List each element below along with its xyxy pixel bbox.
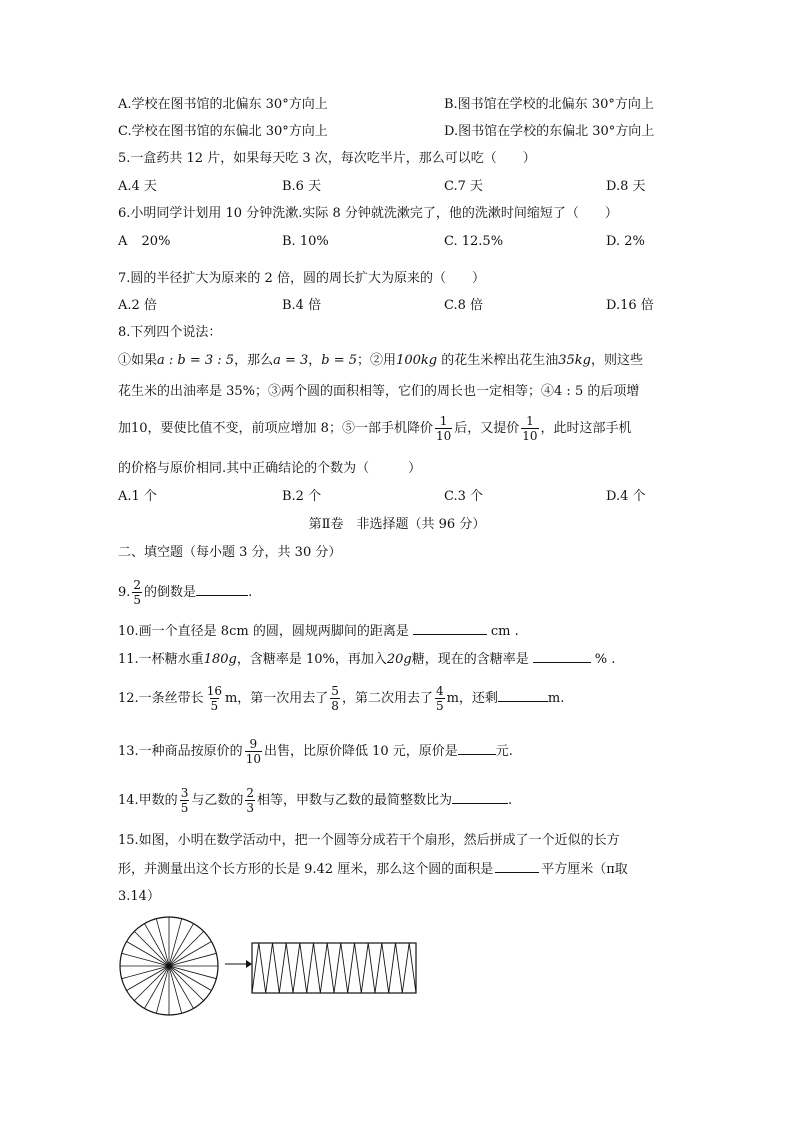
q13-fraction — [245, 737, 262, 766]
q8-line-2: 花生米的出油率是 35%；③两个圆的面积相等，它们的周长也一定相等；④4 : 5 的后项增 — [118, 384, 640, 399]
q10-answer-blank[interactable] — [413, 622, 487, 635]
q8-fraction-2 — [521, 414, 538, 443]
q12-text-a: 12.一条丝带长 — [118, 691, 204, 706]
q8-a-eq: a = 3 — [273, 353, 309, 368]
q12 — [118, 684, 564, 714]
q5-option-a: A.4 天 — [118, 179, 157, 194]
q12-text-c: ，第二次用去了 — [341, 691, 433, 706]
q7-stem: 7.圆的半径扩大为原来的 2 倍，圆的周长扩大为原来的（ ） — [118, 271, 485, 286]
q8-line-3 — [118, 414, 632, 444]
q12-f2-num: 5 — [331, 684, 339, 698]
q8-fraction-1 — [435, 414, 452, 443]
q11 — [118, 650, 615, 669]
q13-text-a: 13.一种商品按原价的 — [118, 744, 243, 759]
q9-frac-num: 2 — [133, 578, 142, 592]
q11-text-b: ，含糖率是 10%，再加入 — [236, 652, 387, 667]
q12-text-d: m，还剩 — [446, 691, 498, 706]
q13-unit: 元. — [495, 744, 513, 759]
q9-fraction — [132, 578, 142, 607]
q12-f3-num: 4 — [435, 684, 444, 698]
q5-option-c: C.7 天 — [444, 179, 484, 194]
part-2-title: 二、填空题（每小题 3 分，共 30 分） — [118, 545, 342, 560]
q8-line-1 — [118, 352, 643, 370]
q4-option-a: A.学校在图书馆的北偏东 30°方向上 — [118, 97, 328, 112]
q8-option-b: B.2 个 — [282, 489, 322, 504]
q12-fraction-1 — [206, 684, 223, 713]
q11-mass-1: 180g — [203, 652, 237, 667]
q10 — [118, 622, 519, 641]
q8-b-eq: b = 5 — [321, 353, 358, 368]
q8-stem: 8.下列四个说法： — [118, 325, 222, 340]
q14-fraction-1 — [180, 786, 190, 815]
q13-text-b: 出售，比原价降低 10 元，原价是 — [263, 744, 458, 759]
q13-frac-den: 10 — [245, 752, 261, 766]
q11-text-a: 11.一杯糖水重 — [118, 652, 204, 667]
q14-text-c: 相等，甲数与乙数的最简整数比为 — [256, 793, 452, 808]
q9-answer-blank[interactable] — [196, 583, 248, 596]
q14-f2-den: 3 — [246, 801, 254, 815]
arrow-right-icon — [224, 958, 252, 970]
sector-circle-figure — [118, 915, 220, 1017]
q15-line-3: 3.14） — [118, 889, 160, 904]
q11-unit: % . — [594, 652, 616, 667]
q9 — [118, 578, 252, 608]
q5-stem: 5.一盒药共 12 片，如果每天吃 3 次，每次吃半片，那么可以吃（ ） — [118, 151, 536, 166]
q7-option-c: C.8 倍 — [444, 298, 484, 313]
q12-f3-den: 5 — [435, 699, 444, 713]
q7-option-a: A.2 倍 — [118, 298, 157, 313]
q12-f1-num: 16 — [206, 684, 222, 698]
q14-text-a: 14.甲数的 — [118, 793, 178, 808]
q14-fraction-2 — [245, 786, 255, 815]
q8-l3-a: 加10，要使比值不变，前项应增加 8；⑤一部手机降价 — [118, 421, 433, 436]
q8-l1-b: ，那么 — [234, 353, 274, 368]
section-2-title: 第Ⅱ卷 非选择题（共 96 分） — [308, 517, 486, 532]
q15-text-b: 平方厘米（π取 — [541, 862, 628, 877]
q8-l1-f: ，则这些 — [590, 353, 643, 368]
q12-f1-den: 5 — [210, 699, 219, 713]
q9-end: . — [248, 585, 253, 600]
q4-option-d: D.图书馆在学校的东偏北 30°方向上 — [444, 124, 655, 139]
q12-answer-blank[interactable] — [498, 689, 548, 702]
q14 — [118, 786, 512, 816]
q12-f2-den: 8 — [331, 699, 339, 713]
q13 — [118, 737, 513, 767]
q14-f2-num: 2 — [246, 786, 254, 800]
q9-frac-den: 5 — [133, 593, 142, 607]
q11-text-c: 糖，现在的含糖率是 — [411, 652, 529, 667]
q8-frac1-den: 10 — [435, 429, 452, 443]
q15-text-a: 形，并测量出这个长方形的长是 9.42 厘米，那么这个圆的面积是 — [118, 862, 494, 877]
q8-mass-2: 35kg — [558, 353, 591, 368]
q8-l3-c: ，此时这部手机 — [540, 421, 632, 436]
q7-option-d: D.16 倍 — [606, 298, 654, 313]
q8-frac1-num: 1 — [439, 414, 448, 428]
q9-text: 的倒数是 — [144, 585, 197, 600]
q8-option-c: C.3 个 — [444, 489, 484, 504]
q6-option-a-value: 20% — [141, 234, 171, 249]
zigzag-rectangle-figure — [251, 942, 417, 994]
q6-option-a-label: A — [118, 234, 128, 249]
q6-option-c: C. 12.5% — [444, 234, 504, 249]
q8-l1-d: ；②用 — [357, 353, 397, 368]
q6-option-a — [118, 233, 170, 251]
q12-fraction-3 — [435, 684, 445, 713]
q13-answer-blank[interactable] — [458, 742, 496, 755]
q8-option-a: A.1 个 — [118, 489, 157, 504]
q13-frac-num: 9 — [249, 737, 258, 751]
q15-line-2 — [118, 860, 628, 879]
q14-text-b: 与乙数的 — [191, 793, 244, 808]
q8-frac2-den: 10 — [522, 429, 538, 443]
q7-option-b: B.4 倍 — [282, 298, 322, 313]
q11-mass-2: 20g — [386, 652, 412, 667]
q12-unit: m. — [547, 691, 565, 706]
q14-end: . — [508, 793, 513, 808]
q8-l1-c: ， — [308, 353, 322, 368]
q8-l3-b: 后，又提价 — [454, 421, 520, 436]
q15-line-1: 15.如图，小明在数学活动中，把一个圆等分成若干个扇形，然后拼成了一个近似的长方 — [118, 833, 620, 848]
q5-option-d: D.8 天 — [606, 179, 646, 194]
q8-ratio: a : b = 3 : 5 — [157, 353, 235, 368]
q8-line-4: 的价格与原价相同.其中正确结论的个数为（ ） — [118, 461, 422, 476]
q8-option-d: D.4 个 — [606, 489, 646, 504]
q8-frac2-num: 1 — [526, 414, 534, 428]
q14-f1-num: 3 — [180, 786, 189, 800]
q12-fraction-2 — [330, 684, 340, 713]
q11-answer-blank[interactable] — [533, 650, 591, 663]
q10-text: 10.画一个直径是 8cm 的圆，圆规两脚间的距离是 — [118, 624, 409, 639]
q8-l1-e: 的花生米榨出花生油 — [437, 353, 559, 368]
q14-answer-blank[interactable] — [452, 791, 508, 804]
q5-option-b: B.6 天 — [282, 179, 322, 194]
q14-f1-den: 5 — [180, 801, 189, 815]
q4-option-c: C.学校在图书馆的东偏北 30°方向上 — [118, 124, 328, 139]
q6-option-d: D. 2% — [606, 234, 645, 249]
q6-stem: 6.小明同学计划用 10 分钟洗漱.实际 8 分钟就洗漱完了，他的洗漱时间缩短了（ ） — [118, 206, 618, 221]
q8-mass-1: 100kg — [396, 353, 438, 368]
q10-unit: cm . — [490, 624, 519, 639]
q6-option-b: B. 10% — [282, 234, 329, 249]
q8-l1-a: ①如果 — [118, 353, 158, 368]
q12-text-b: m，第一次用去了 — [224, 691, 329, 706]
q15-answer-blank[interactable] — [495, 860, 539, 873]
q9-number: 9. — [118, 585, 131, 600]
q4-option-b: B.图书馆在学校的北偏东 30°方向上 — [444, 97, 654, 112]
